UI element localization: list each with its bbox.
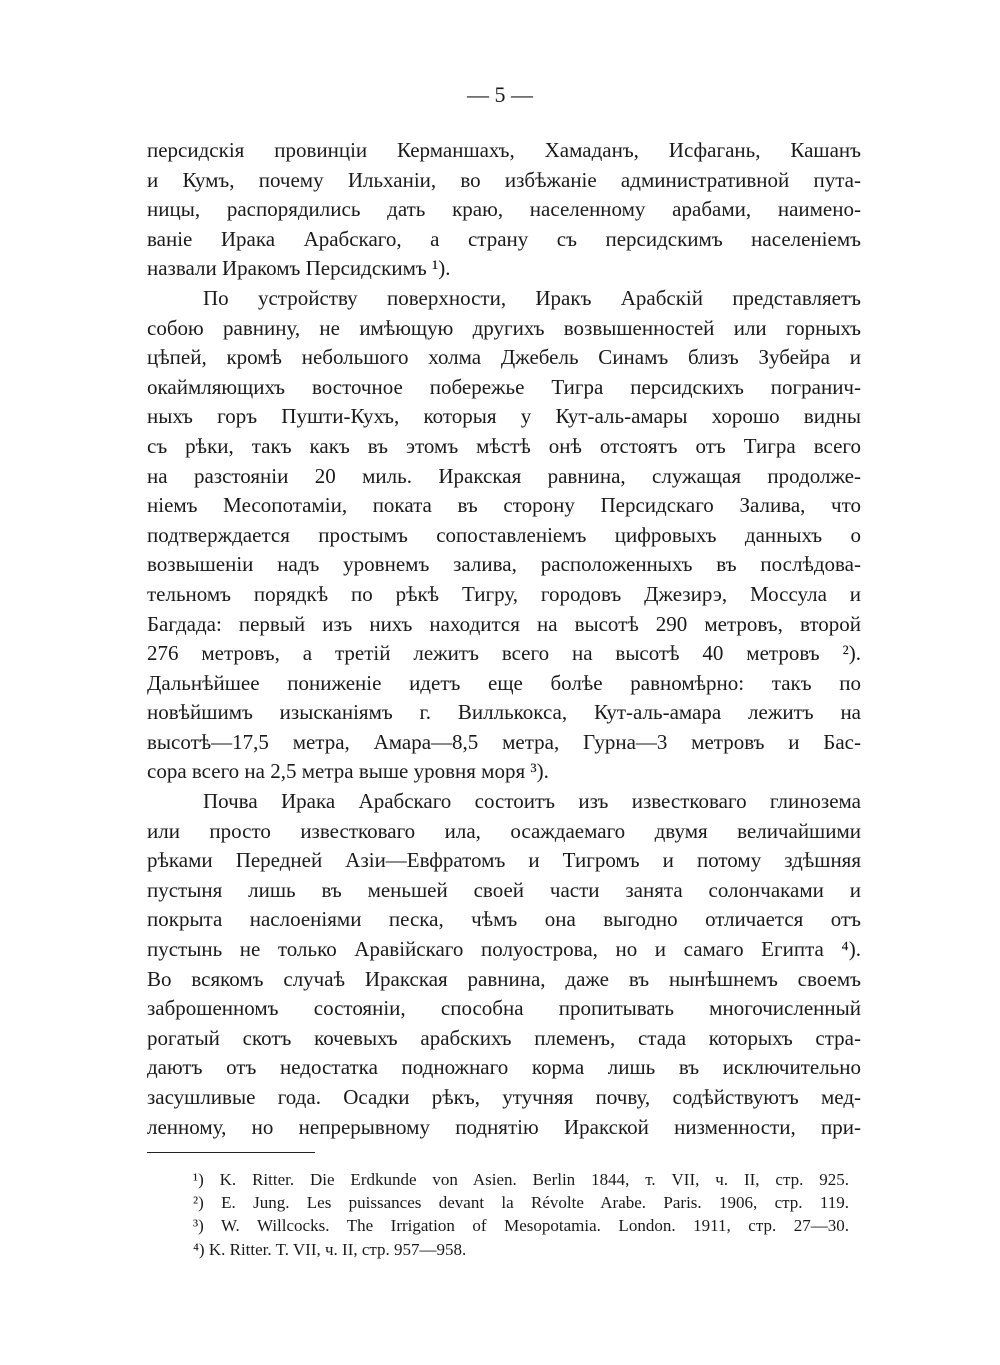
paragraph-3	[147, 787, 861, 1142]
page-number: — 5 —	[467, 82, 533, 107]
footnote: ²) E. Jung. Les puissances devant la Révolte Arabe. Paris. 1906, стр. 119.	[193, 1193, 849, 1213]
text-line: пустыня лишь въ меньшей своей части занята солончаками и	[147, 877, 861, 902]
text-line: ницы, распорядились дать краю, населенному арабами, наимено-	[147, 197, 861, 222]
text-line: засушливые года. Осадки рѣкъ, утучняя почву, содѣйствуютъ мед-	[147, 1085, 861, 1109]
text-line: По устройству поверхности, Иракъ Арабскій представляетъ	[203, 285, 861, 310]
text-line: Во всякомъ случаѣ Иракская равнина, даже въ нынѣшнемъ своемъ	[147, 966, 861, 991]
text-line: подтверждается простымъ сопоставленіемъ цифровыхъ данныхъ о	[147, 522, 861, 547]
text-line: ныхъ горъ Пушти-Кухъ, которыя у Кут-аль-амары хорошо видны	[147, 404, 861, 429]
text-line: рогатый скотъ кочевыхъ арабскихъ племенъ, стада которыхъ стра-	[147, 1025, 861, 1050]
text-line: собою равнину, не имѣющую другихъ возвышенностей или горныхъ	[147, 315, 861, 340]
text-line: даютъ отъ недостатка подножнаго корма лишь въ исключительно	[147, 1055, 861, 1080]
paragraph-1	[147, 136, 861, 284]
text-line: покрыта наслоеніями песка, чѣмъ она выгодно отличается отъ	[147, 907, 861, 932]
text-line: пустынь не только Аравійскаго полуострова, но и самаго Египта ⁴).	[147, 937, 861, 962]
text-line: персидскія провинціи Керманшахъ, Хамаданъ, Исфагань, Кашанъ	[147, 138, 861, 162]
text-line: и Кумъ, почему Ильханіи, во избѣжаніе административной пута-	[147, 167, 861, 192]
text-line: или просто известковаго ила, осаждаемаго двумя величайшими	[147, 818, 861, 843]
footnotes	[193, 1168, 849, 1261]
text-line: Багдада: первый изъ нихъ находится на высотѣ 290 метровъ, второй	[147, 611, 861, 636]
paragraph-2	[147, 284, 861, 787]
text-line: Дальнѣйшее пониженіе идетъ еще болѣе равномѣрно: такъ по	[147, 670, 861, 695]
text-line: окаймляющихъ восточное побережье Тигра персидскихъ погранич-	[147, 374, 861, 399]
text-line: ваніе Ирака Арабскаго, а страну съ персидскимъ населеніемъ	[147, 226, 861, 251]
text-line: цѣпей, кромѣ небольшого холма Джебель Синамъ близъ Зубейра и	[147, 345, 861, 370]
footnote-divider	[147, 1152, 315, 1153]
text-line: возвышеніи надъ уровнемъ залива, расположенныхъ въ послѣдова-	[147, 552, 861, 577]
text-line: на разстояніи 20 миль. Иракская равнина, служащая продолже-	[147, 463, 861, 488]
text-line: 276 метровъ, а третій лежитъ всего на высотѣ 40 метровъ ²).	[147, 641, 861, 666]
body-text	[147, 136, 861, 1142]
text-line: сора всего на 2,5 метра выше уровня моря ³).	[147, 759, 549, 784]
text-line: тельномъ порядкѣ по рѣкѣ Тигру, городовъ Джезирэ, Моссула и	[147, 581, 861, 606]
text-line: заброшенномъ состояніи, способна пропитывать многочисленный	[147, 996, 861, 1021]
text-line: новѣйшимъ изысканіямъ г. Виллькокса, Кут-аль-амара лежитъ на	[147, 700, 861, 725]
text-line: съ рѣки, такъ какъ въ этомъ мѣстѣ онѣ отстоятъ отъ Тигра всего	[147, 433, 861, 458]
text-line: ніемъ Месопотаміи, поката въ сторону Персидскаго Залива, что	[147, 493, 861, 518]
text-line: назвали Иракомъ Персидскимъ ¹).	[147, 256, 451, 281]
footnote: ³) W. Willcocks. The Irrigation of Mesopotamia. London. 1911, стр. 27—30.	[193, 1216, 849, 1236]
text-line: ленному, но непрерывному поднятію Иракской низменности, при-	[147, 1114, 861, 1139]
text-line: высотѣ—17,5 метра, Амара—8,5 метра, Гурна—3 метровъ и Бас-	[147, 729, 861, 754]
text-line: Почва Ирака Арабскаго состоитъ изъ известковаго глинозема	[203, 789, 861, 814]
footnote: ¹) K. Ritter. Die Erdkunde von Asien. Berlin 1844, т. VII, ч. II, стр. 925.	[193, 1170, 849, 1189]
text-line: рѣками Передней Азіи—Евфратомъ и Тигромъ и потому здѣшняя	[147, 848, 861, 873]
footnote: ⁴) K. Ritter. T. VII, ч. II, стр. 957—958.	[193, 1239, 467, 1259]
